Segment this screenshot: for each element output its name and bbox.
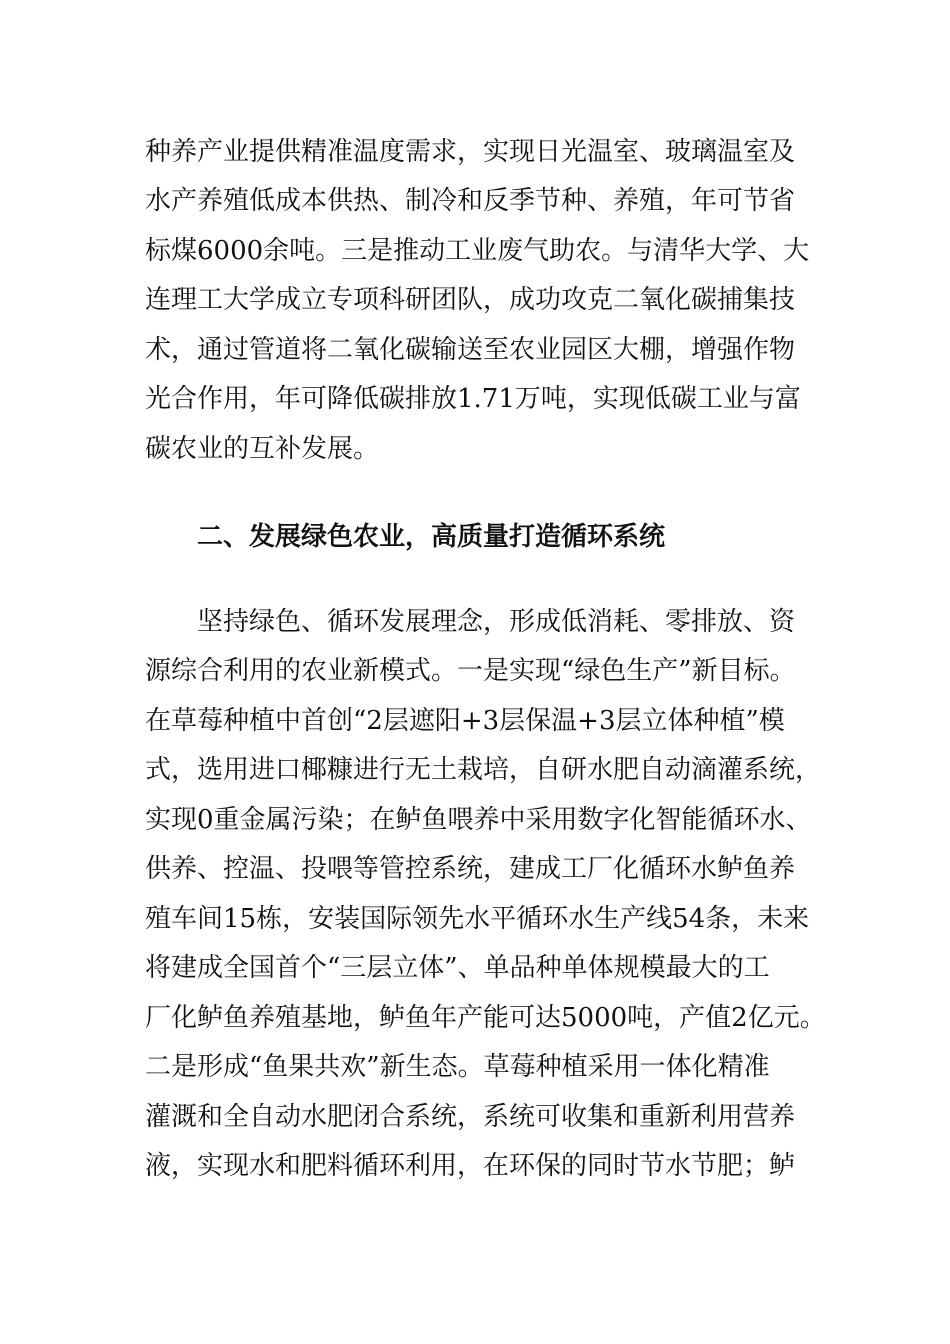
paragraph-1-line-2: 水产养殖低成本供热、制冷和反季节种、养殖，年可节省 bbox=[145, 186, 796, 216]
paragraph-2-line-10: 二是形成“鱼果共欢”新生态。草莓种植采用一体化精准 bbox=[145, 1052, 770, 1082]
paragraph-2-line-6: 供养、控温、投喂等管控系统，建成工厂化循环水鲈鱼养 bbox=[145, 854, 796, 884]
paragraph-2-line-8: 将建成全国首个“三层立体”、单品种单体规模最大的工 bbox=[145, 953, 770, 983]
paragraph-1-line-6: 光合作用，年可降低碳排放1.71万吨，实现低碳工业与富 bbox=[145, 384, 801, 414]
paragraph-2-line-5: 实现0重金属污染；在鲈鱼喂养中采用数字化智能循环水、 bbox=[145, 805, 812, 835]
paragraph-1-line-1: 种养产业提供精准温度需求，实现日光温室、玻璃温室及 bbox=[145, 137, 796, 167]
section-heading: 二、发展绿色农业，高质量打造循环系统 bbox=[197, 522, 666, 552]
paragraph-1-line-5: 术，通过管道将二氧化碳输送至农业园区大棚，增强作物 bbox=[145, 335, 796, 365]
paragraph-2-line-1: 坚持绿色、循环发展理念，形成低消耗、零排放、资 bbox=[197, 607, 796, 637]
paragraph-2-line-11: 灌溉和全自动水肥闭合系统，系统可收集和重新利用营养 bbox=[145, 1102, 796, 1132]
paragraph-2-line-9: 厂化鲈鱼养殖基地，鲈鱼年产能可达5000吨，产值2亿元。 bbox=[145, 1003, 826, 1033]
paragraph-1-line-4: 连理工大学成立专项科研团队，成功攻克二氧化碳捕集技 bbox=[145, 285, 796, 315]
paragraph-2-line-12: 液，实现水和肥料循环利用，在环保的同时节水节肥；鲈 bbox=[145, 1151, 796, 1181]
paragraph-2-line-4: 式，选用进口椰糠进行无土栽培，自研水肥自动滴灌系统， bbox=[145, 755, 822, 785]
paragraph-2-line-7: 殖车间15栋，安装国际领先水平循环水生产线54条，未来 bbox=[145, 904, 810, 934]
paragraph-2-line-2: 源综合利用的农业新模式。一是实现“绿色生产”新目标。 bbox=[145, 656, 796, 686]
paragraph-2-line-3: 在草莓种植中首创“2层遮阳+3层保温+3层立体种植”模 bbox=[145, 706, 785, 736]
paragraph-1-line-7: 碳农业的互补发展。 bbox=[145, 434, 380, 464]
paragraph-1-line-3: 标煤6000余吨。三是推动工业废气助农。与清华大学、大 bbox=[145, 236, 810, 266]
